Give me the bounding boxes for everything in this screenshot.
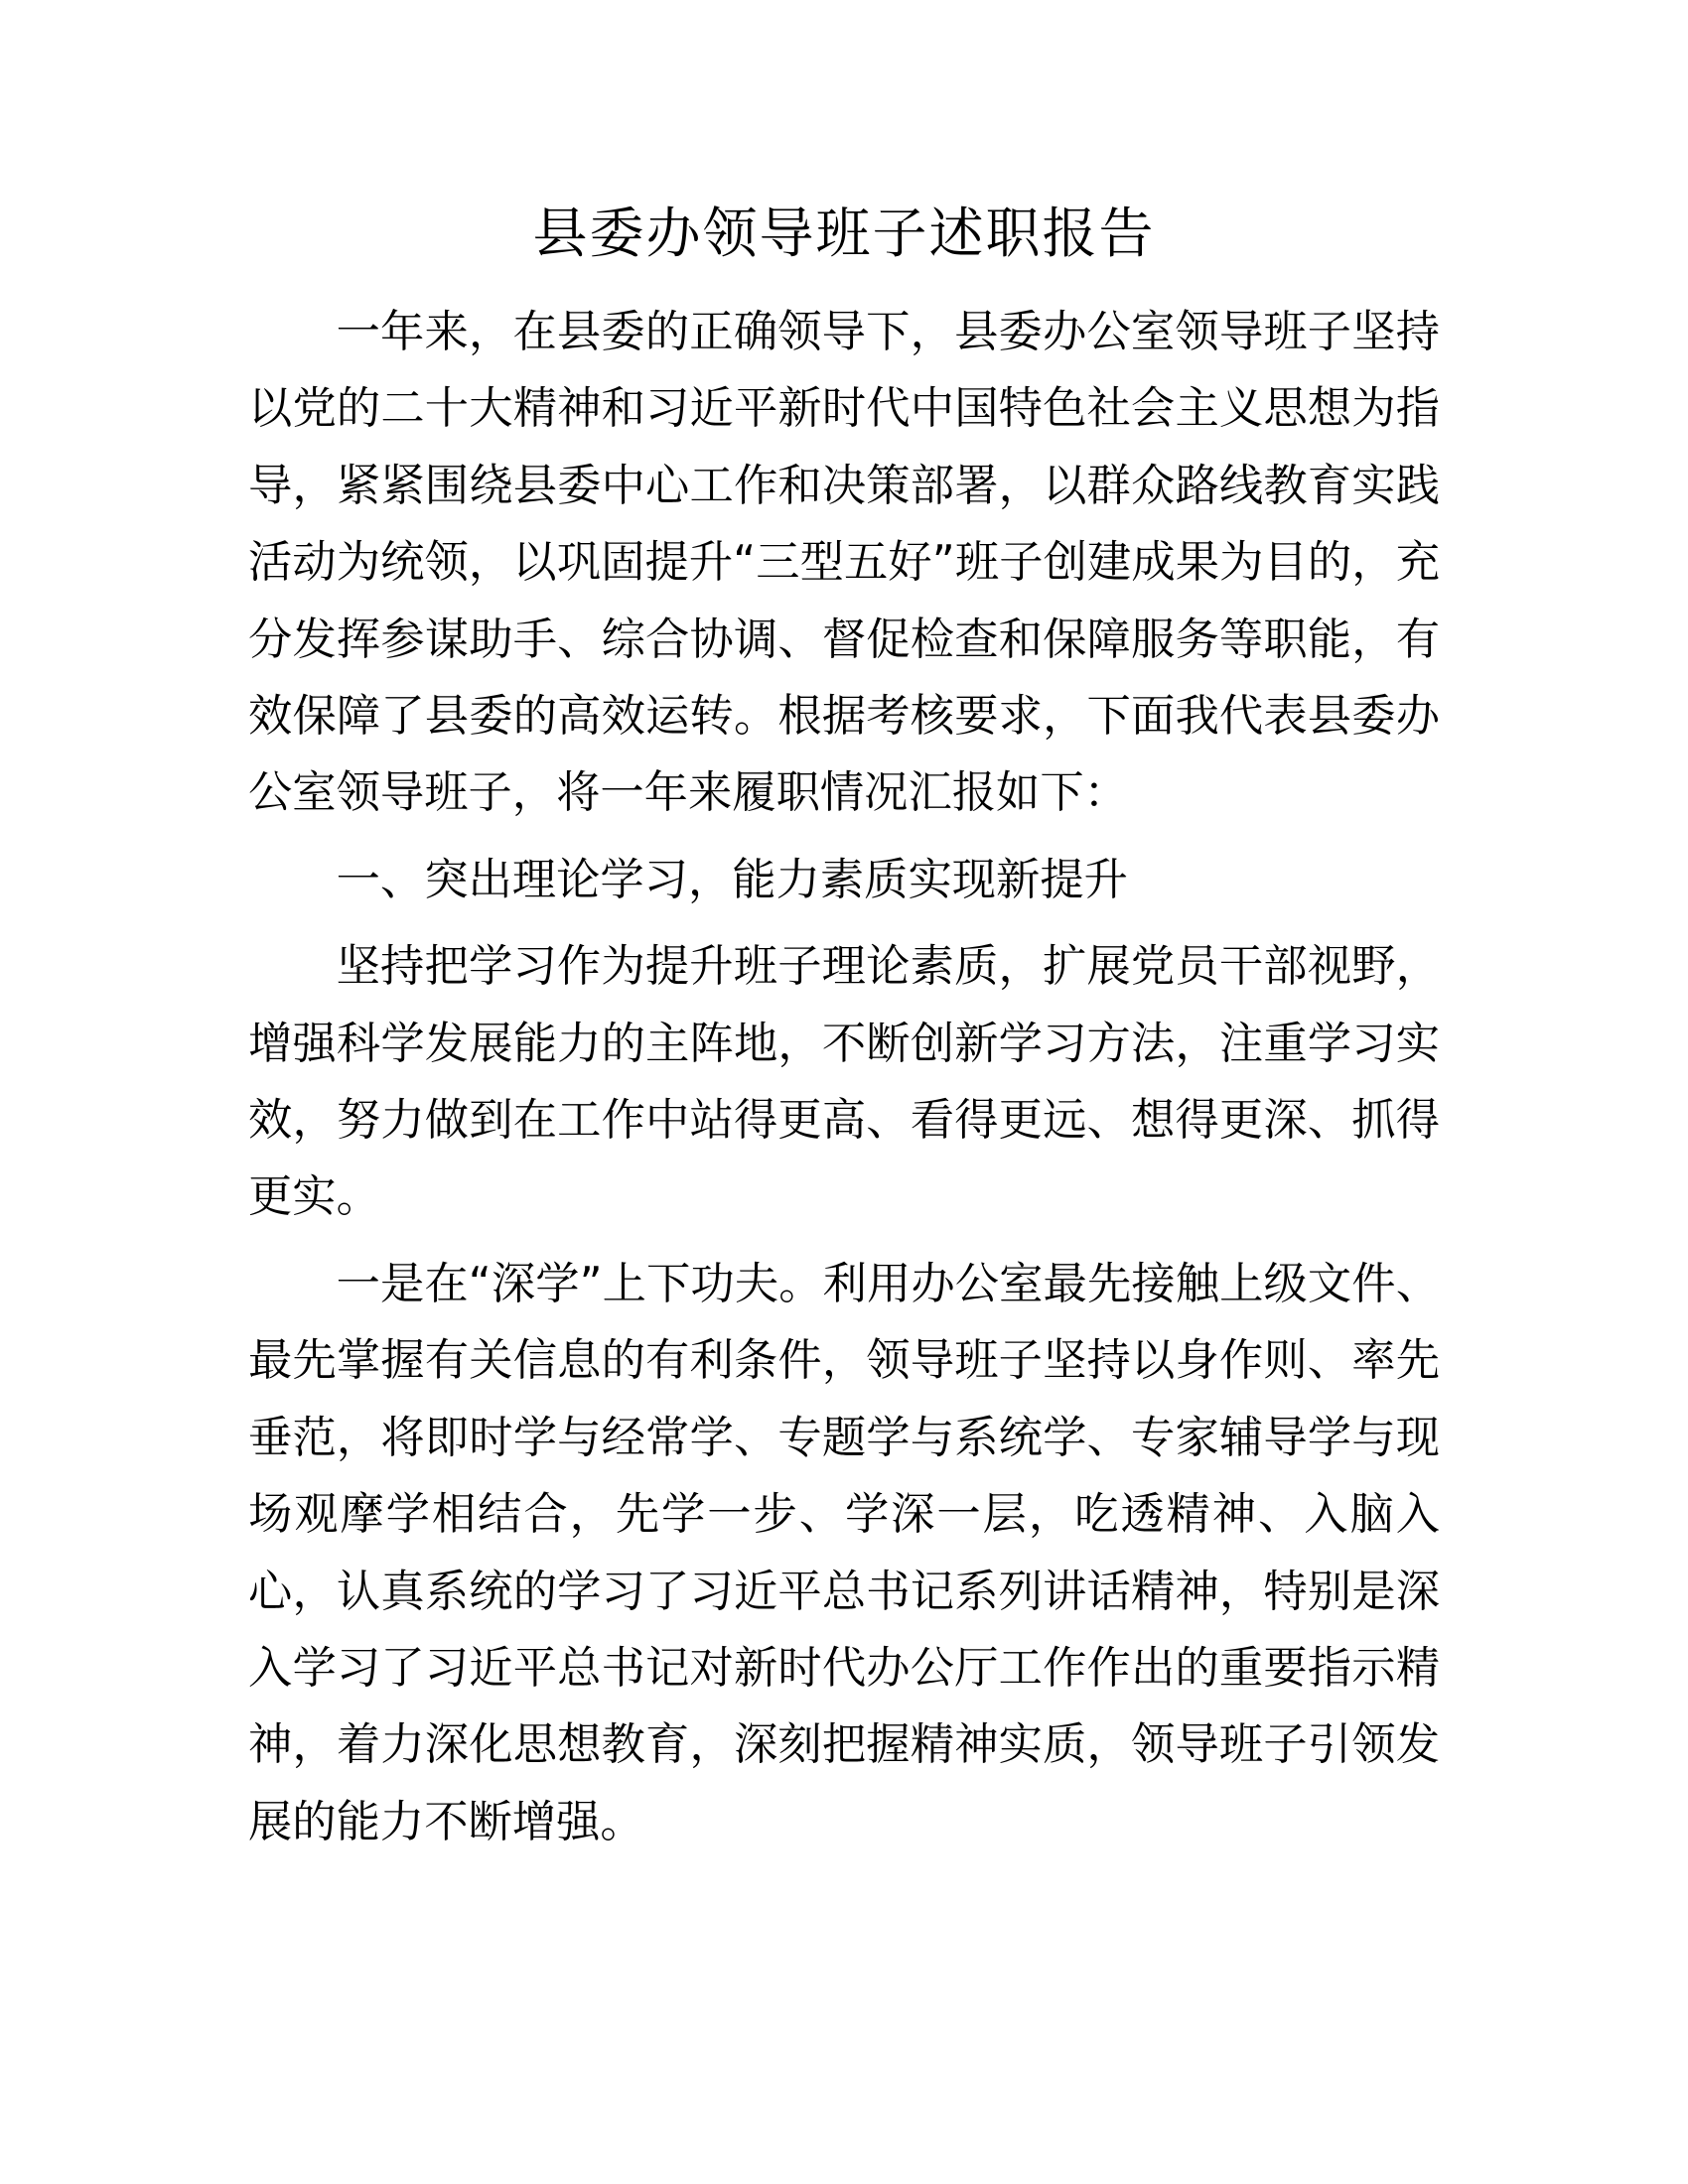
deep-study-paragraph: 一是在“深学”上下功夫。利用办公室最先接触上级文件、最先掌握有关信息的有利条件，领导班子坚持以身作则、率先垂范，将即时学与经常学、专题学与系统学、专家辅导学与现场观摩学相结合，先学一步、学深一层，吃透精神、入脑入心，认真系统的学习了习近平总书记系列讲话精神，特别是深入学习了习近平总书记对新时代办公厅工作作出的重要指示精神，着力深化思想教育，深刻把握精神实质，领导班子引领发展的能力不断增强。 bbox=[248, 1258, 1440, 1847]
section-paragraph: 坚持把学习作为提升班子理论素质，扩展党员干部视野，增强科学发展能力的主阵地，不断创新学习方法，注重学习实效，努力做到在工作中站得更高、看得更远、想得更深、抓得更实。 bbox=[248, 941, 1440, 1223]
section-heading: 一、突出理论学习，能力素质实现新提升 bbox=[336, 854, 1128, 905]
intro-paragraph: 一年来，在县委的正确领导下，县委办公室领导班子坚持以党的二十大精神和习近平新时代中国特色社会主义思想为指导，紧紧围绕县委中心工作和决策部署，以群众路线教育实践活动为统领，以巩固提升“三型五好”班子创建成果为目的，充分发挥参谋助手、综合协调、督促检查和保障服务等职能，有效保障了县委的高效运转。根据考核要求，下面我代表县委办公室领导班子，将一年来履职情况汇报如下： bbox=[248, 307, 1440, 819]
document-body bbox=[248, 294, 1440, 1870]
document-title: 县委办领导班子述职报告 bbox=[532, 202, 1156, 265]
